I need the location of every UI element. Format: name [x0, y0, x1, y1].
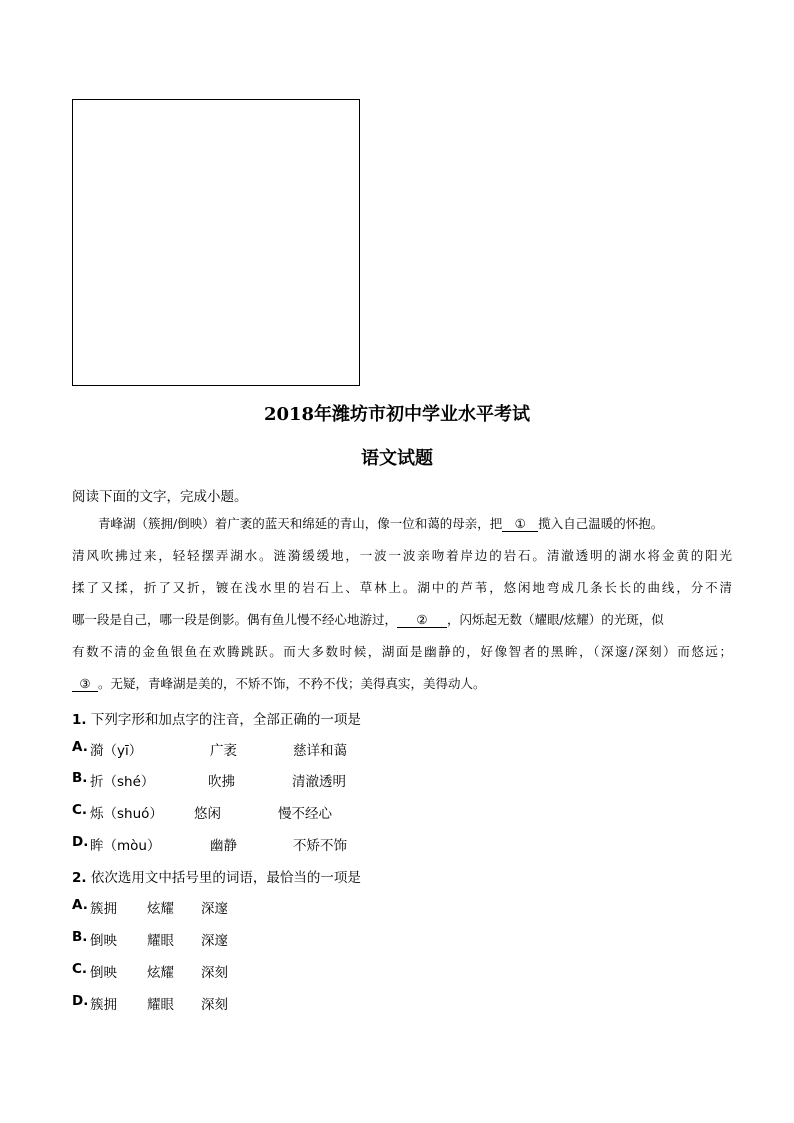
question-text: 依次选用文中括号里的词语，最恰当的一项是 [90, 870, 361, 886]
exam-title: 2018年潍坊市初中学业水平考试 [263, 404, 531, 425]
option-item: 炫耀 [147, 901, 174, 917]
option-letter: B. [72, 770, 88, 786]
option-letter: A. [72, 739, 88, 755]
option-item: 不矫不饰 [293, 838, 347, 854]
option-item: 深邃 [201, 933, 228, 949]
question-2-option-a[interactable] [72, 897, 228, 917]
option-item: 烁（shuó） [90, 806, 163, 822]
option-letter: C. [72, 961, 88, 977]
question-1-option-a[interactable] [72, 739, 347, 759]
option-item: 吹拂 [208, 774, 235, 790]
passage-line: 有数不清的金鱼银鱼在欢腾跳跃。而大多数时候，湖面是幽静的，好像智者的黑眸，（深邃/深刻）而悠远； [72, 644, 732, 659]
question-1-option-d[interactable] [72, 834, 347, 854]
option-item: 悠闲 [194, 806, 221, 822]
question-1-option-b[interactable] [72, 770, 346, 790]
option-item: 慈详和蔼 [293, 743, 347, 759]
option-item: 耀眼 [147, 933, 174, 949]
option-item: 慢不经心 [278, 806, 332, 822]
question-2-option-d[interactable] [72, 993, 228, 1013]
option-item: 深邃 [201, 901, 228, 917]
option-item: 折（shé） [90, 774, 155, 790]
passage-text: ，闪烁起无数（耀眼/炫耀）的光斑，似 [447, 612, 664, 627]
passage-line [72, 674, 732, 692]
option-item: 簇拥 [90, 901, 117, 917]
reading-instruction: 阅读下面的文字，完成小题。 [72, 489, 248, 505]
option-letter: C. [72, 802, 88, 818]
option-letter: A. [72, 897, 88, 913]
question-2-option-b[interactable] [72, 929, 228, 949]
passage-text: 哪一段是自己，哪一段是倒影。偶有鱼儿慢不经心地游过， [72, 612, 398, 627]
option-letter: D. [72, 993, 89, 1009]
passage-text: 青峰湖（簇拥/倒映）着广袤的蓝天和绵延的青山，像一位和蔼的母亲，把 [98, 516, 503, 531]
option-item: 眸（mòu） [90, 838, 161, 854]
question-1-stem [72, 708, 361, 728]
option-letter: D. [72, 834, 89, 850]
option-letter: B. [72, 929, 88, 945]
blank-image-box [72, 99, 360, 386]
option-item: 幽静 [210, 838, 237, 854]
passage-line [98, 514, 732, 532]
passage-line: 揉了又揉，折了又折，镀在浅水里的岩石上、草林上。湖中的芦苇，悠闲地弯成几条长长的曲线，分不清 [72, 580, 732, 595]
question-number: 1. [72, 712, 87, 728]
question-number: 2. [72, 870, 87, 886]
option-item: 耀眼 [147, 997, 174, 1013]
option-item: 倒映 [90, 933, 117, 949]
option-item: 深刻 [201, 965, 228, 981]
exam-subtitle: 语文试题 [361, 448, 433, 469]
option-item: 清澈透明 [292, 774, 346, 790]
fill-blank-2: ② [397, 613, 447, 628]
option-item: 广袤 [210, 743, 237, 759]
option-item: 簇拥 [90, 997, 117, 1013]
option-item: 深刻 [201, 997, 228, 1013]
question-text: 下列字形和加点字的注音，全部正确的一项是 [90, 712, 361, 728]
option-item: 倒映 [90, 965, 117, 981]
question-1-option-c[interactable] [72, 802, 332, 822]
option-item: 炫耀 [147, 965, 174, 981]
question-2-stem [72, 866, 361, 886]
question-2-option-c[interactable] [72, 961, 228, 981]
option-item: 漪（yī） [90, 743, 143, 759]
fill-blank-1: ① [502, 517, 538, 532]
fill-blank-3: ③ [72, 677, 98, 692]
passage-line: 清风吹拂过来，轻轻摆弄湖水。涟漪缓缓地，一波一波亲吻着岸边的岩石。清澈透明的湖水将金黄的阳光 [72, 548, 732, 563]
passage-text: 。无疑，青峰湖是美的，不矫不饰，不矜不伐；美得真实，美得动人。 [98, 676, 486, 691]
passage-line [72, 610, 732, 628]
passage-text: 揽入自己温暖的怀抱。 [538, 516, 664, 531]
